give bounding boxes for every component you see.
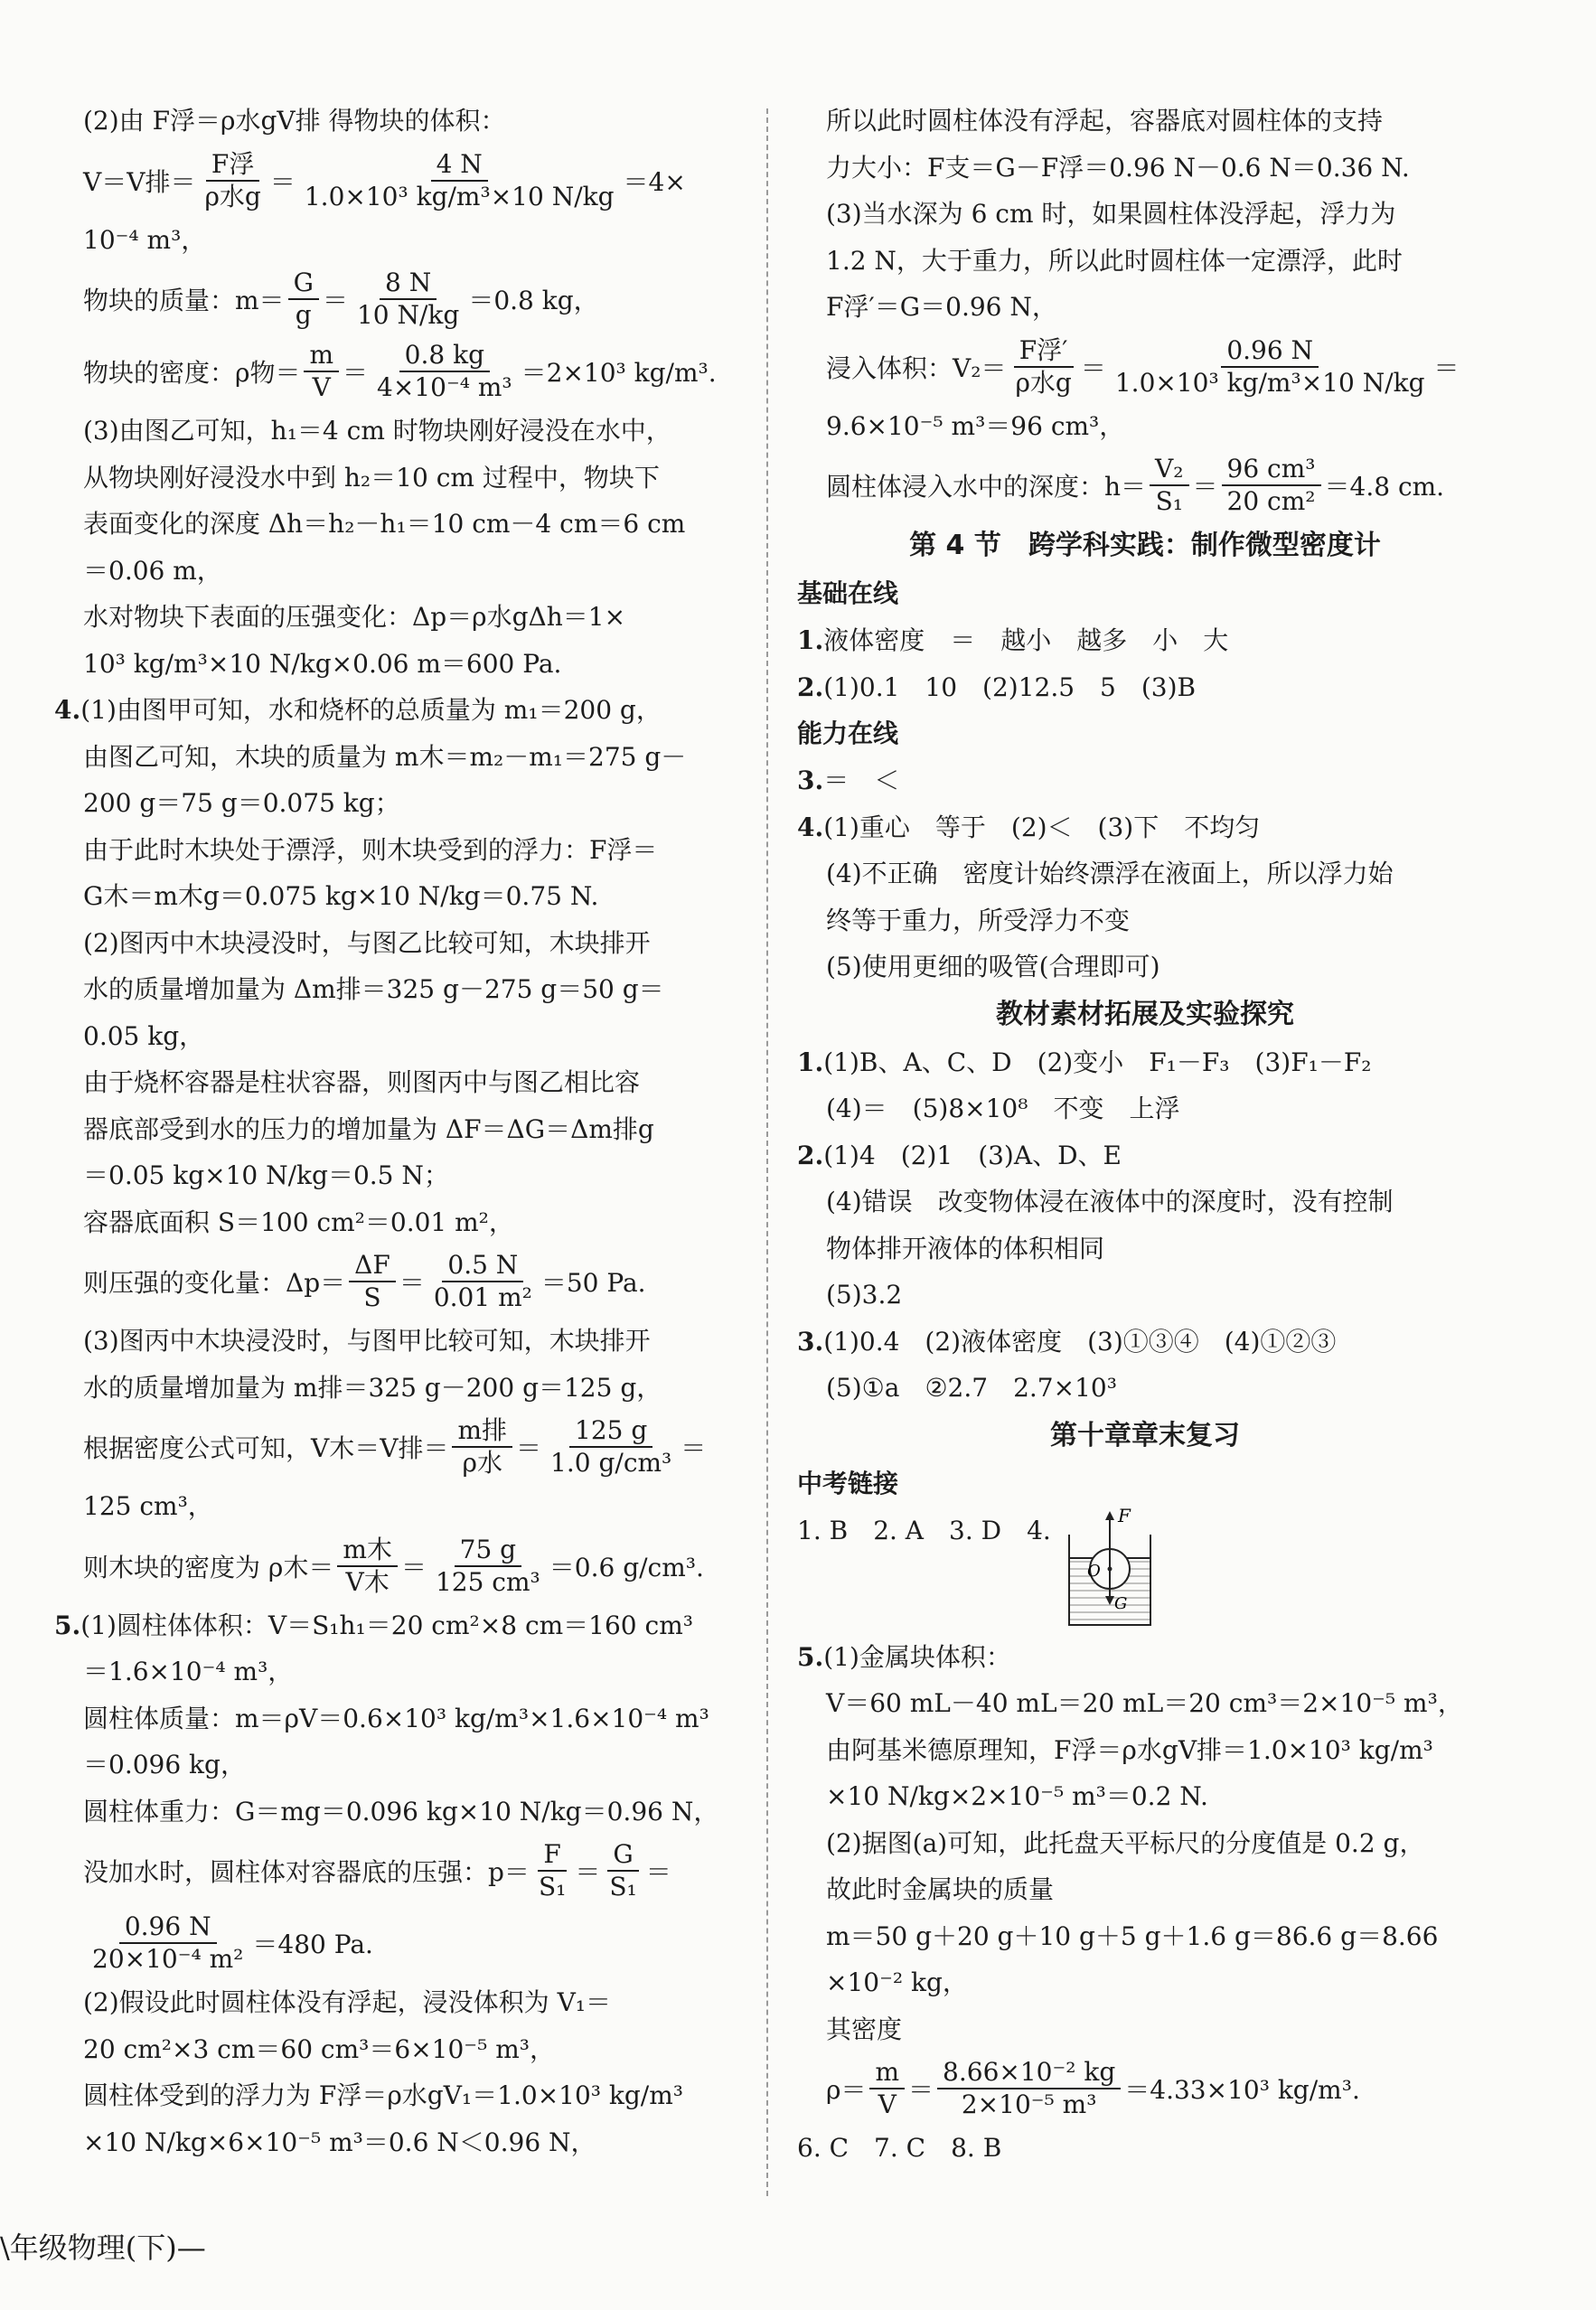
- fraction-denominator: 20×10⁻⁴ m²: [92, 1944, 244, 1974]
- formula-suffix: ＝480 Pa.: [252, 1930, 373, 1959]
- fraction-numerator: m排: [452, 1415, 512, 1448]
- formula-line: [54, 1835, 741, 1907]
- formula-prefix: 圆柱体浸入水中的深度：h＝: [826, 472, 1147, 502]
- fraction-denominator: 4×10⁻⁴ m³: [377, 372, 512, 402]
- fraction-denominator: V: [312, 372, 331, 402]
- formula-line: [54, 1411, 741, 1483]
- text-line: 物体排开液体的体积相同: [826, 1233, 1105, 1263]
- text-line: 从物块刚好浸没水中到 h₂＝10 cm 过程中，物块下: [83, 462, 660, 493]
- formula-prefix: 则压强的变化量：Δp＝: [83, 1268, 346, 1298]
- formula-suffix: ＝0.6 g/cm³.: [549, 1552, 704, 1582]
- text-line: 水的质量增加量为 Δm排＝325 g－275 g＝50 g＝: [83, 974, 664, 1004]
- formula-line: [54, 335, 741, 408]
- formula-suffix: ＝50 Pa.: [540, 1268, 646, 1298]
- fraction-denominator: S₁: [538, 1872, 567, 1902]
- fraction-denominator: 2×10⁻⁵ m³: [961, 2089, 1097, 2119]
- text-line: (2)图丙中木块浸没时，与图乙比较可知，木块排开: [83, 927, 651, 958]
- fraction-numerator: G: [607, 1839, 638, 1872]
- fraction-numerator: m: [869, 2057, 905, 2089]
- text-line: 200 g＝75 g＝0.075 kg；: [83, 788, 400, 818]
- formula-line: [54, 1245, 741, 1318]
- text-line: 水的质量增加量为 m排＝325 g－200 g＝125 g，: [83, 1372, 662, 1403]
- formula-prefix: ρ＝: [826, 2075, 867, 2105]
- fraction: [545, 1415, 677, 1479]
- answer-text: (1)金属块体积：: [823, 1641, 1011, 1672]
- formula-operator: ＝: [1192, 472, 1218, 502]
- text-line: 其密度: [826, 2014, 903, 2044]
- formula-operator: ＝: [516, 1433, 542, 1463]
- text-line: ×10 N/kg×6×10⁻⁵ m³＝0.6 N＜0.96 N，: [83, 2127, 596, 2157]
- fraction-denominator: ρ水g: [204, 181, 261, 211]
- answer-text: (1)4 (2)1 (3)A、D、E: [823, 1140, 1122, 1170]
- question-number: 4.: [797, 812, 824, 842]
- formula-line: [797, 449, 1493, 521]
- text-line: (3)由图乙可知，h₁＝4 cm 时物块刚好浸没在水中，: [83, 416, 671, 446]
- answer-text: 液体密度 ＝ 越小 越多 小 大: [823, 625, 1229, 655]
- answer-line: [797, 1132, 1493, 1179]
- text-line: (4)错误 改变物体浸在液体中的深度时，没有控制: [826, 1187, 1394, 1216]
- formula-line: [54, 1907, 741, 1979]
- fraction: [87, 1911, 249, 1975]
- formula-operator: ＝: [399, 1268, 425, 1298]
- section-title: 教材素材拓展及实验探究: [996, 998, 1294, 1030]
- force-diagram: [1060, 1507, 1159, 1648]
- fraction-denominator: S₁: [609, 1872, 637, 1902]
- subsection-heading: 基础在线: [797, 578, 899, 608]
- text-line: 10⁻⁴ m³，: [83, 224, 207, 255]
- fraction: [937, 2057, 1121, 2120]
- fraction-denominator: S₁: [1155, 486, 1183, 516]
- text-line: (2)由 F浮＝ρ水gV排 得物块的体积：: [83, 106, 506, 136]
- formula-line: [797, 331, 1493, 403]
- fraction-numerator: 125 g: [569, 1415, 652, 1448]
- page-footer: \年级物理(下)—: [0, 2230, 206, 2265]
- fraction-numerator: F浮: [206, 149, 259, 182]
- question-number: 5.: [797, 1641, 824, 1672]
- answer-line: [797, 804, 1493, 851]
- question-number: 1.: [797, 1047, 824, 1077]
- answer-line: 6. C 7. C 8. B: [797, 2133, 1002, 2163]
- fraction-denominator: ρ水: [462, 1448, 502, 1478]
- text-line: 故此时金属块的质量: [826, 1874, 1055, 1904]
- formula-suffix: ＝4.33×10³ kg/m³.: [1124, 2075, 1360, 2105]
- text-line: 125 cm³，: [83, 1491, 213, 1521]
- fraction-numerator: F浮′: [1014, 335, 1074, 368]
- formula-operator: ＝: [400, 1552, 427, 1582]
- answer-text: (1)B、A、C、D (2)变小 F₁－F₃ (3)F₁－F₂: [823, 1047, 1372, 1077]
- fraction-denominator: 1.0×10³ kg/m³×10 N/kg: [304, 181, 615, 211]
- fraction-denominator: 1.0×10³ kg/m³×10 N/kg: [1114, 367, 1425, 398]
- fraction: [1110, 335, 1431, 399]
- force-f-label: F: [1117, 1507, 1131, 1526]
- text-line: 表面变化的深度 Δh＝h₂－h₁＝10 cm－4 cm＝6 cm: [83, 509, 686, 539]
- answer-text: (1)0.4 (2)液体密度 (3)①③④ (4)①②③: [823, 1326, 1337, 1357]
- text-line: (4)＝ (5)8×10⁸ 不变 上浮: [826, 1094, 1180, 1123]
- center-o-label: O: [1086, 1561, 1101, 1581]
- fraction-denominator: S: [363, 1282, 381, 1312]
- fraction-denominator: 0.01 m²: [433, 1282, 532, 1312]
- fraction-numerator: 75 g: [455, 1535, 521, 1567]
- left-column: [54, 98, 741, 2165]
- answer-text: ＝ ＜: [823, 765, 900, 795]
- fraction: [869, 2057, 905, 2120]
- section-title: 第 4 节 跨学科实践：制作微型密度计: [909, 530, 1381, 561]
- fraction-numerator: 0.96 N: [1221, 335, 1319, 368]
- fraction: [288, 268, 319, 331]
- text-line: ＝0.096 kg，: [83, 1750, 246, 1779]
- fraction: [337, 1535, 398, 1598]
- fraction: [371, 340, 518, 403]
- text-line: F浮′＝G＝0.96 N，: [826, 292, 1057, 322]
- text-line: 20 cm²×3 cm＝60 cm³＝6×10⁻⁵ m³，: [83, 2033, 555, 2064]
- formula-suffix: ＝0.8 kg，: [468, 286, 599, 315]
- answer-text: (1)0.1 10 (2)12.5 5 (3)B: [823, 671, 1197, 702]
- formula-operator: ＝: [343, 358, 369, 388]
- subsection-heading: 中考链接: [797, 1468, 899, 1498]
- beaker-force-diagram: [1060, 1507, 1159, 1634]
- formula-line: [54, 145, 741, 217]
- fraction-denominator: ρ水g: [1015, 367, 1072, 398]
- formula-operator: ＝: [575, 1857, 601, 1887]
- text-line: 1.2 N，大于重力，所以此时圆柱体一定漂浮，此时: [826, 245, 1403, 276]
- text-line: 水对物块下表面的压强变化：Δp＝ρ水gΔh＝1×: [83, 602, 626, 632]
- formula-suffix: ＝4.8 cm.: [1324, 472, 1445, 502]
- text-line: (5)使用更细的吸管(合理即可): [826, 952, 1160, 981]
- fraction-numerator: 0.8 kg: [399, 340, 490, 372]
- formula-suffix: ＝2×10³ kg/m³.: [521, 358, 717, 388]
- formula-prefix: 浸入体积：V₂＝: [826, 352, 1007, 383]
- text-line: 力大小：F支＝G－F浮＝0.96 N－0.6 N＝0.36 N.: [826, 152, 1410, 183]
- formula-prefix: 物块的密度：ρ物＝: [83, 358, 301, 388]
- fraction-numerator: V₂: [1150, 454, 1188, 486]
- text-line: (2)据图(a)可知，此托盘天平标尺的分度值是 0.2 g，: [826, 1827, 1425, 1858]
- fraction-numerator: ΔF: [349, 1250, 396, 1282]
- question-number: 4.: [54, 695, 81, 725]
- text-line: 9.6×10⁻⁵ m³＝96 cm³，: [826, 410, 1125, 441]
- question-number: 5.: [54, 1610, 81, 1640]
- formula-operator: ＝: [322, 286, 348, 315]
- formula-prefix: 没加水时，圆柱体对容器底的压强：p＝: [83, 1857, 530, 1887]
- text-line: G木＝m木g＝0.075 kg×10 N/kg＝0.75 N.: [83, 881, 599, 911]
- formula-prefix: 根据密度公式可知，V木＝V排＝: [83, 1433, 449, 1463]
- answer-line: [54, 687, 741, 734]
- text-line: 圆柱体质量：m＝ρV＝0.6×10³ kg/m³×1.6×10⁻⁴ m³: [83, 1703, 709, 1733]
- fraction: [1009, 335, 1076, 399]
- text-line: ＝0.06 m，: [83, 555, 222, 586]
- text-line: 由阿基米德原理知，F浮＝ρ水gV排＝1.0×10³ kg/m³: [826, 1734, 1433, 1765]
- answer-line: [797, 1319, 1493, 1366]
- fraction-denominator: g: [295, 300, 312, 330]
- fraction-denominator: V: [878, 2089, 897, 2119]
- text-line: 由图乙可知，木块的质量为 m木＝m₂－m₁＝275 g－: [83, 741, 687, 772]
- text-line: (3)图丙中木块浸没时，与图甲比较可知，木块排开: [83, 1326, 651, 1356]
- fraction: [352, 268, 465, 331]
- fraction: [304, 340, 339, 403]
- fraction-numerator: 8.66×10⁻² kg: [937, 2057, 1121, 2089]
- question-number: 2.: [797, 1140, 824, 1170]
- fraction: [533, 1839, 571, 1902]
- text-line: 0.05 kg，: [83, 1020, 205, 1051]
- text-line: 圆柱体重力：G＝mg＝0.096 kg×10 N/kg＝0.96 N，: [83, 1796, 719, 1826]
- fraction-numerator: m: [304, 340, 339, 372]
- question-number: 3.: [797, 765, 824, 795]
- text-line: V＝60 mL－40 mL＝20 mL＝20 cm³＝2×10⁻⁵ m³，: [826, 1688, 1463, 1718]
- formula-line: [54, 263, 741, 335]
- formula-operator: ＝: [1080, 352, 1106, 383]
- text-line: 器底部受到水的压力的增加量为 ΔF＝ΔG＝Δm排g: [83, 1113, 654, 1144]
- fraction-denominator: 1.0 g/cm³: [550, 1448, 672, 1478]
- text-line: 圆柱体受到的浮力为 F浮＝ρ水gV₁＝1.0×10³ kg/m³: [83, 2080, 684, 2110]
- text-line: ＝0.05 kg×10 N/kg＝0.5 N；: [83, 1160, 449, 1190]
- fraction: [199, 149, 266, 212]
- formula-suffix: ＝: [1433, 352, 1460, 383]
- text-line: 容器底面积 S＝100 cm²＝0.01 m²，: [83, 1207, 514, 1237]
- question-number: 3.: [797, 1326, 824, 1357]
- answer-line: [797, 1039, 1493, 1086]
- fraction-denominator: V木: [345, 1566, 390, 1597]
- formula-line: [54, 1530, 741, 1602]
- fraction-denominator: 20 cm²: [1226, 486, 1316, 516]
- answer-text: (1)由图甲可知，水和烧杯的总质量为 m₁＝200 g，: [80, 695, 662, 725]
- text-line: (4)不正确 密度计始终漂浮在液面上，所以浮力始: [826, 859, 1394, 888]
- fraction-numerator: 0.5 N: [442, 1250, 523, 1282]
- fraction: [452, 1415, 512, 1479]
- formula-line: [797, 2052, 1493, 2125]
- text-line: (5)①a ②2.7 2.7×10³: [826, 1373, 1117, 1403]
- subsection-heading: 能力在线: [797, 718, 899, 748]
- text-line: 终等于重力，所受浮力不变: [826, 905, 1131, 935]
- force-g-label: G: [1113, 1593, 1128, 1613]
- fraction-denominator: 10 N/kg: [356, 300, 460, 330]
- answer-text: (1)圆柱体体积：V＝S₁h₁＝20 cm²×8 cm＝160 cm³: [80, 1610, 693, 1640]
- formula-operator: ＝: [908, 2075, 934, 2105]
- text-line: (3)当水深为 6 cm 时，如果圆柱体没浮起，浮力为: [826, 199, 1396, 229]
- fraction-numerator: F: [538, 1839, 566, 1872]
- formula-suffix: ＝: [645, 1857, 671, 1887]
- fraction-numerator: G: [288, 268, 319, 300]
- formula-prefix: 则木块的密度为 ρ木＝: [83, 1552, 334, 1582]
- text-line: ＝1.6×10⁻⁴ m³，: [83, 1657, 294, 1686]
- answer-line: [54, 1602, 741, 1649]
- fraction: [299, 149, 620, 212]
- answer-line: [797, 617, 1493, 664]
- text-line: (5)3.2: [826, 1280, 903, 1310]
- section-title: 第十章章末复习: [1050, 1419, 1240, 1451]
- formula-suffix: ＝4×: [623, 166, 686, 197]
- fraction: [604, 1839, 642, 1902]
- formula-suffix: ＝: [681, 1433, 707, 1463]
- text-line: 所以此时圆柱体没有浮起，容器底对圆柱体的支持: [826, 106, 1384, 136]
- formula-prefix: V＝V排＝: [83, 166, 196, 197]
- text-line: (2)假设此时圆柱体没有浮起，浸没体积为 V₁＝: [83, 1987, 612, 2017]
- answer-text: 1. B 2. A 3. D 4.: [797, 1515, 1051, 1545]
- fraction: [428, 1250, 538, 1313]
- fraction-numerator: 0.96 N: [119, 1911, 217, 1944]
- fraction-numerator: 4 N: [431, 149, 488, 182]
- right-column: [797, 98, 1493, 2172]
- question-number: 2.: [797, 671, 824, 702]
- fraction-denominator: 125 cm³: [435, 1566, 540, 1597]
- answer-line: [797, 664, 1493, 711]
- formula-operator: ＝: [269, 166, 296, 197]
- fraction: [430, 1535, 546, 1598]
- answer-line-with-figure: [797, 1507, 1493, 1634]
- text-line: ×10 N/kg×2×10⁻⁵ m³＝0.2 N.: [826, 1781, 1208, 1811]
- fraction: [1222, 454, 1321, 517]
- text-line: m＝50 g＋20 g＋10 g＋5 g＋1.6 g＝86.6 g＝8.66: [826, 1920, 1439, 1951]
- fraction-numerator: 8 N: [380, 268, 437, 300]
- question-number: 1.: [797, 625, 824, 655]
- text-line: 10³ kg/m³×10 N/kg×0.06 m＝600 Pa.: [83, 648, 562, 679]
- text-line: 由于烧杯容器是柱状容器，则图丙中与图乙相比容: [83, 1067, 641, 1097]
- fraction: [349, 1250, 396, 1313]
- text-line: 由于此时木块处于漂浮，则木块受到的浮力：F浮＝: [83, 834, 658, 865]
- text-line: ×10⁻² kg，: [826, 1967, 968, 1997]
- answer-line: [797, 757, 1493, 804]
- answer-text: (1)重心 等于 (2)＜ (3)下 不均匀: [823, 812, 1261, 842]
- fraction: [1150, 454, 1188, 517]
- fraction-numerator: m木: [337, 1535, 398, 1567]
- fraction-numerator: 96 cm³: [1222, 454, 1321, 486]
- column-divider: [766, 108, 768, 2196]
- formula-prefix: 物块的质量：m＝: [83, 286, 285, 315]
